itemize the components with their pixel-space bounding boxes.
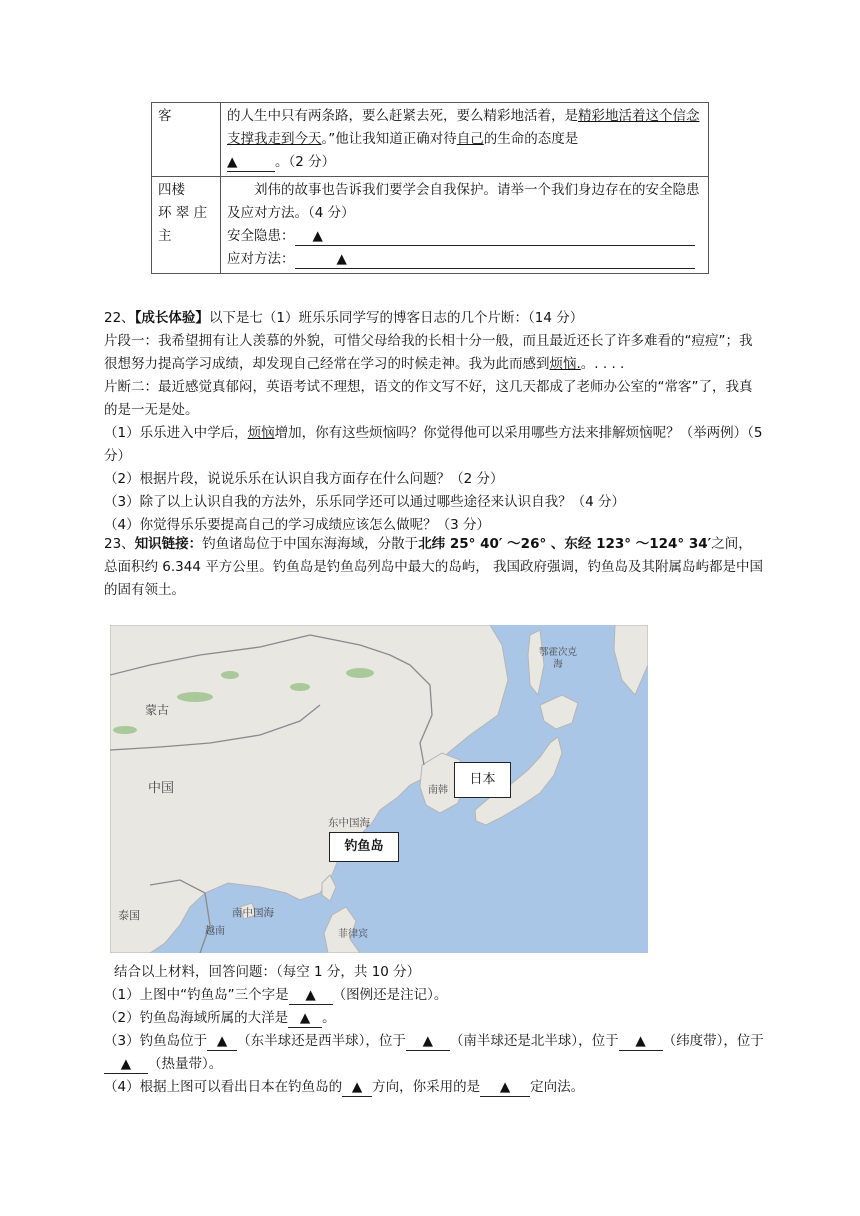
text-segment: 。”他让我知道正确对待: [321, 131, 457, 147]
underlined-text: 烦恼.: [549, 356, 581, 372]
sub-text: 增加，你有这些烦恼吗？你觉得他可以采用哪些方法来排解烦恼呢？（举两例）（5 分）: [104, 425, 763, 464]
table-cell-text: [221, 177, 709, 274]
label-line: 四楼: [158, 182, 185, 198]
q-text: （南半球还是北半球），位于: [449, 1033, 619, 1049]
question-tag: 知识链接：: [134, 536, 203, 552]
story-table: [151, 102, 709, 274]
q23-text: 钓鱼诸岛位于中国东海海域，分散于: [202, 536, 419, 552]
sub-question-4: （4）你觉得乐乐要提高自己的学习成绩应该怎么做呢？（3 分）: [104, 517, 490, 533]
vegetation-patch: [290, 683, 310, 691]
fragment-text: 。. . . .: [580, 356, 625, 372]
q-text: （2）钓鱼岛海域所属的大洋是: [104, 1010, 289, 1026]
map-label-vietnam: 越南: [205, 926, 225, 937]
vegetation-patch: [346, 668, 374, 678]
question-tag: 【成长体验】: [134, 310, 209, 326]
intro-text: 以下是七（1）班乐乐同学写的博客日志的几个片断：（14 分）: [208, 310, 584, 326]
map-label-thailand: 泰国: [118, 909, 140, 922]
map-label-korea: 南韩: [428, 785, 448, 796]
vegetation-patch: [177, 692, 213, 702]
q23-text: 之间，总面积约 6.344 平方公里。钓鱼岛是钓鱼岛列岛中最大的岛屿， 我国政府强调，钓鱼岛及其附属岛屿都是中国的固有领土。: [104, 536, 764, 598]
fragment-2: 片断二：最近感觉真郁闷，英语考试不理想，语文的作文写不好，这几天都成了老师办公室的“常客”了，我真的是一无是处。: [104, 379, 753, 418]
q-text: 方向，你采用的是: [372, 1079, 481, 1095]
q-text: （1）上图中“钓鱼岛”三个字是: [104, 987, 289, 1003]
table-row: [152, 177, 709, 274]
answer-blank[interactable]: ▲: [342, 1078, 372, 1097]
label-line: 主: [158, 228, 172, 244]
map-label-south-china-sea: 南中国海: [232, 907, 274, 919]
text-segment: 。（2 分）: [275, 154, 336, 170]
map-q-intro: 结合以上材料，回答问题：（每空 1 分，共 10 分）: [114, 964, 421, 980]
answer-blank[interactable]: ▲: [289, 986, 333, 1005]
sub-question-2: （2）根据片段，说说乐乐在认识自我方面存在什么问题？（2 分）: [104, 471, 504, 487]
east-asia-map: [110, 625, 648, 953]
map-label-mongolia: 蒙古: [145, 703, 170, 717]
q-text: （3）钓鱼岛位于: [104, 1033, 208, 1049]
table-cell-label: [152, 177, 221, 274]
map-questions: [104, 961, 764, 1099]
map-label-china: 中国: [148, 781, 175, 796]
map-label-philippines: 菲律宾: [338, 929, 368, 940]
response-label: 应对方法：: [227, 251, 295, 267]
label-box-diaoyu: 钓鱼岛: [329, 832, 399, 862]
q-text: （东半球还是西半球），位于: [237, 1033, 406, 1049]
map-q3: [104, 1030, 764, 1076]
q-text: （图例还是注记）。: [332, 987, 448, 1003]
prompt-text: 刘伟的故事也告诉我们要学会自我保护。请举一个我们身边存在的安全隐患及应对方法。（4 分）: [227, 182, 700, 221]
hazard-blank[interactable]: ▲: [295, 227, 695, 246]
vegetation-patch: [113, 726, 137, 734]
fragment-text: 片段一：我希望拥有让人羡慕的外貌，可惜父母给我的长相十分一般，而且最近还长了许多难看的“痘痘”；我很想努力提高学习成绩，却发现自己经常在学习的时候走神。我为此而感到: [104, 333, 753, 372]
label-box-japan: 日本: [454, 762, 511, 798]
sub-text: （1）乐乐进入中学后，: [104, 425, 248, 441]
question-number: 23、: [104, 536, 135, 552]
question-22: [104, 307, 764, 537]
answer-blank[interactable]: ▲: [227, 153, 275, 172]
hazard-label: 安全隐患：: [227, 228, 295, 244]
sub-question-1: [104, 422, 764, 468]
hazard-line: [227, 225, 702, 248]
table-cell-label: 客: [152, 103, 221, 177]
q22-intro: [104, 307, 764, 330]
q-text: 定向法。: [530, 1079, 585, 1095]
table-cell-text: [221, 103, 709, 177]
answer-blank[interactable]: ▲: [288, 1009, 322, 1028]
underlined-text: 精彩地活着这个信念支撑我走到今天: [227, 108, 700, 147]
map-q2: [104, 1007, 764, 1030]
table-row: [152, 103, 709, 177]
q23-coordinates: 北纬 25° 40′ ～26° 、东经 123° ～124° 34′: [418, 536, 712, 552]
answer-blank[interactable]: ▲: [104, 1055, 148, 1074]
underlined-text: 烦恼: [247, 425, 275, 441]
response-blank[interactable]: ▲: [295, 250, 695, 269]
answer-blank[interactable]: ▲: [619, 1032, 663, 1051]
label-line: 环 翠 庄: [158, 205, 208, 221]
response-line: [227, 248, 702, 271]
question-number: 22、: [104, 310, 135, 326]
q-text: （纬度带），位于: [662, 1033, 764, 1049]
vegetation-patch: [221, 671, 239, 679]
question-23: [104, 533, 764, 602]
q-text: （4）根据上图可以看出日本在钓鱼岛的: [104, 1079, 343, 1095]
answer-blank[interactable]: ▲: [207, 1032, 237, 1051]
text-segment: 的人生中只有两条路，要么赶紧去死，要么精彩地活着，是: [227, 108, 578, 124]
answer-blank[interactable]: ▲: [480, 1078, 530, 1097]
answer-blank[interactable]: ▲: [406, 1032, 450, 1051]
fragment-1: [104, 330, 764, 376]
map-label-okhotsk: 鄂霍次克海: [538, 647, 577, 670]
text-segment: 的生命的态度是: [483, 131, 579, 147]
map-q4: [104, 1076, 764, 1099]
sub-question-3: （3）除了以上认识自我的方法外，乐乐同学还可以通过哪些途径来认识自我？（4 分）: [104, 494, 625, 510]
map-q1: [104, 984, 764, 1007]
q-text: 。: [322, 1010, 336, 1026]
map-label-east-china-sea: 东中国海: [328, 817, 370, 829]
underlined-text: 自己: [456, 131, 484, 147]
q-text: （热量带）。: [148, 1056, 223, 1072]
map-graphic: [110, 625, 648, 953]
